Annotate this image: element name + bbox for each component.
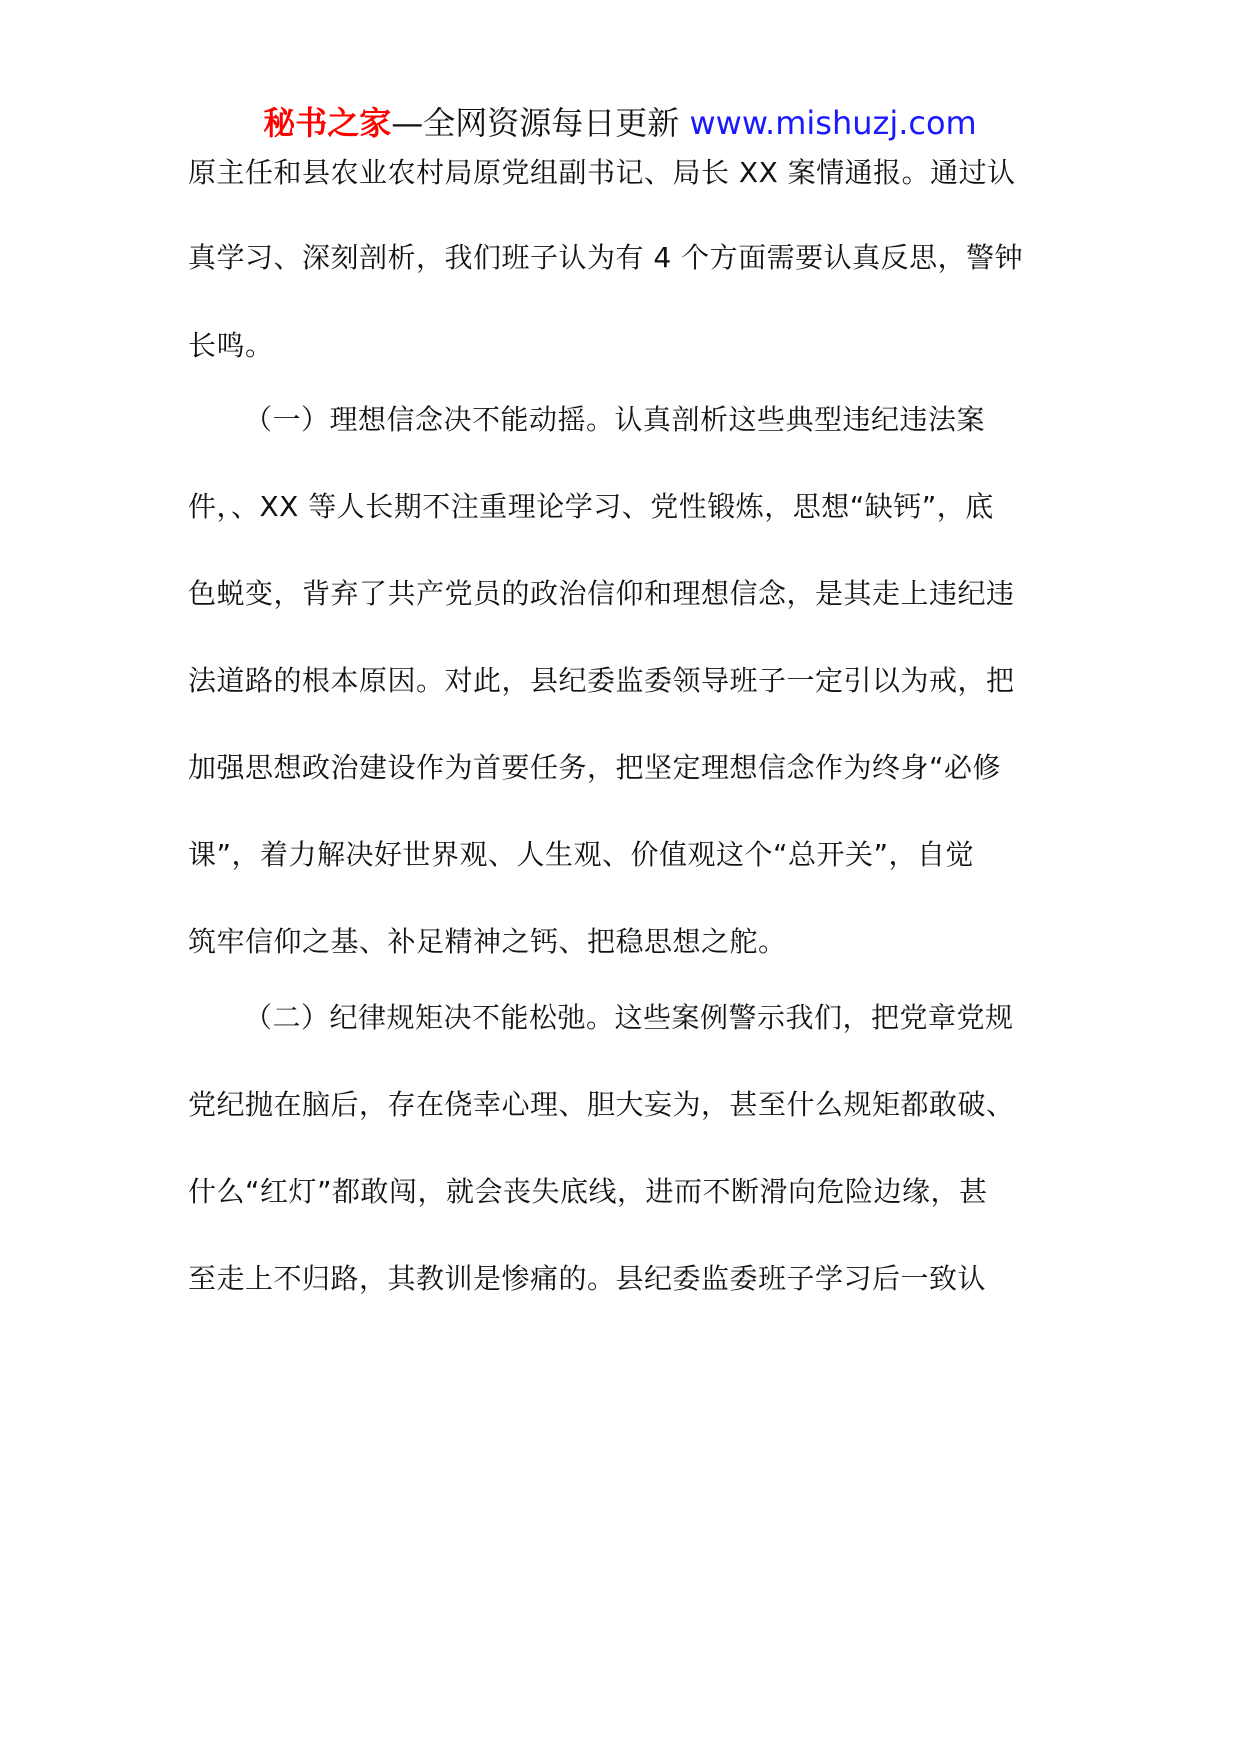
brand-name: 秘书之家 (263, 104, 392, 142)
body-line-8: 加强思想政治建设作为首要任务，把坚定理想信念作为终身“必修 (188, 751, 1002, 784)
paragraph-2-heading: （二）纪律规矩决不能松弛。这些案例警示我们，把党章党规 (244, 1001, 1014, 1034)
body-line-5: 件，、XX 等人长期不注重理论学习、党性锻炼，思想“缺钙”，底 (188, 490, 994, 523)
site-url-link[interactable]: www.mishuzj.com (689, 104, 977, 142)
body-line-2: 真学习、深刻剖析，我们班子认为有 4 个方面需要认真反思，警钟 (188, 241, 1024, 274)
body-line-1: 原主任和县农业农村局原党组副书记、局长 XX 案情通报。通过认 (188, 156, 1016, 189)
body-line-13: 什么“红灯”都敢闯，就会丧失底线，进而不断滑向危险边缘，甚 (188, 1175, 988, 1208)
body-line-10: 筑牢信仰之基、补足精神之钙、把稳思想之舵。 (188, 925, 787, 958)
page-header (0, 103, 1240, 143)
body-line-7: 法道路的根本原因。对此，县纪委监委领导班子一定引以为戒，把 (188, 664, 1015, 697)
body-line-14: 至走上不归路，其教训是惨痛的。县纪委监委班子学习后一致认 (188, 1262, 987, 1295)
body-line-9: 课”，着力解决好世界观、人生观、价值观这个“总开关”，自觉 (188, 838, 975, 871)
body-line-6: 色蜕变，背弃了共产党员的政治信仰和理想信念，是其走上违纪违 (188, 577, 1015, 610)
body-line-12: 党纪抛在脑后，存在侥幸心理、胆大妄为，甚至什么规矩都敢破、 (188, 1088, 1015, 1121)
header-slogan: —全网资源每日更新 (391, 104, 690, 142)
paragraph-1-heading: （一）理想信念决不能动摇。认真剖析这些典型违纪违法案 (244, 403, 986, 436)
body-line-3: 长鸣。 (188, 329, 274, 362)
